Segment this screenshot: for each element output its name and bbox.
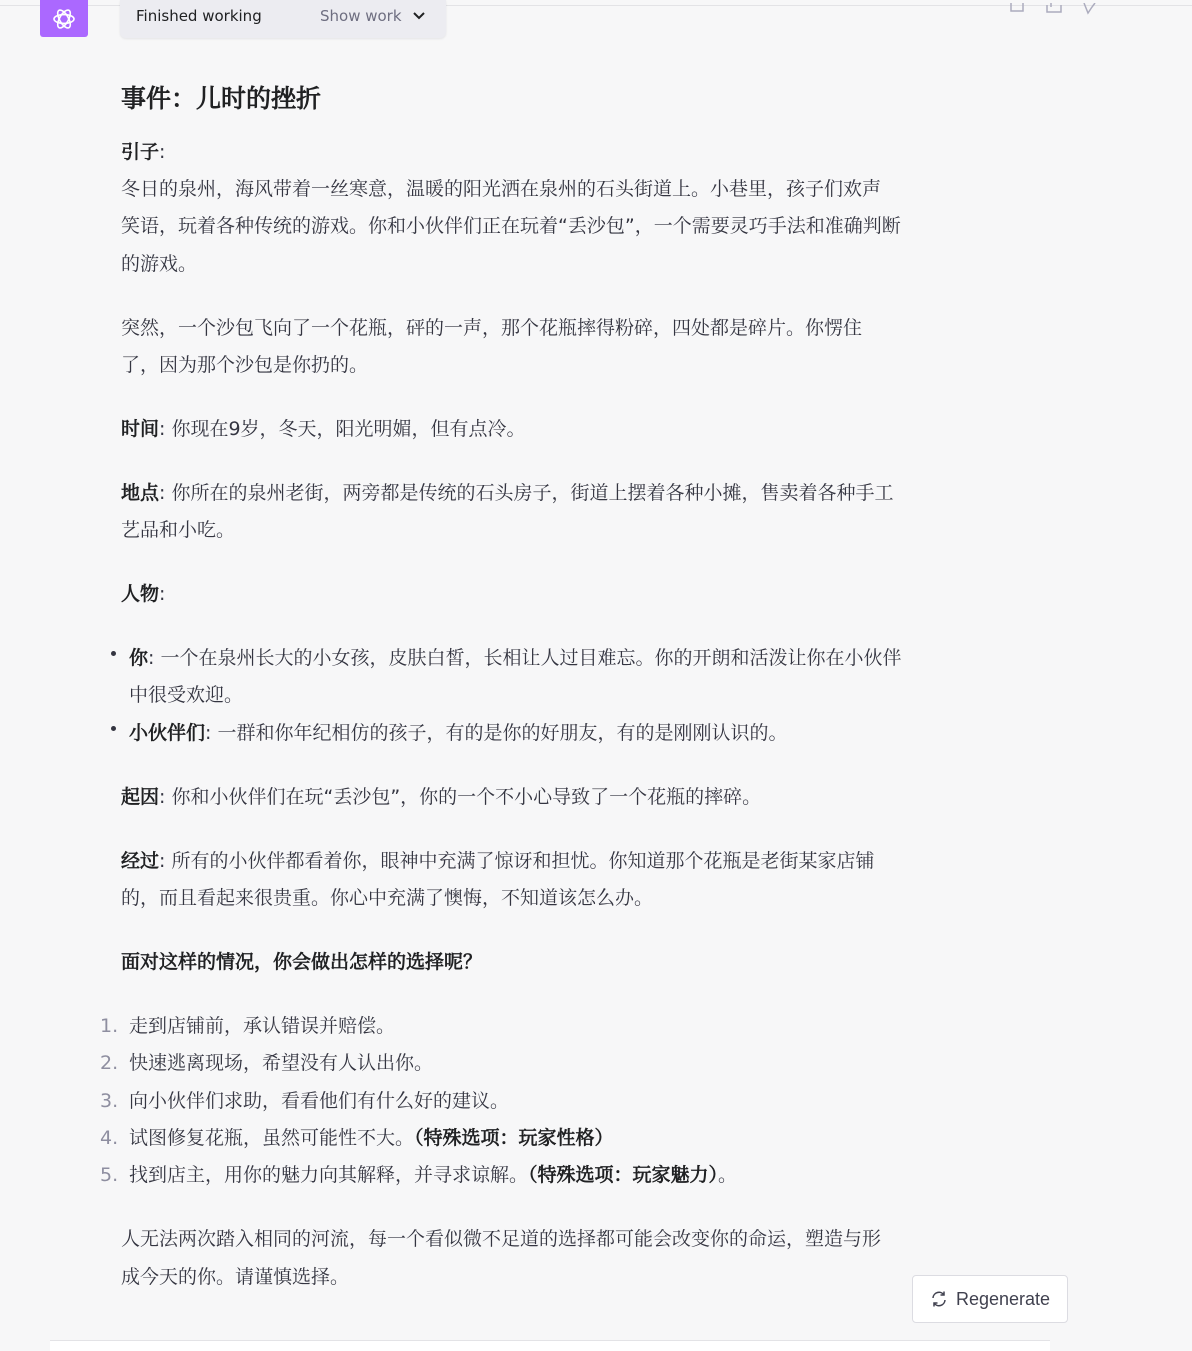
show-work-button[interactable] [320,7,426,25]
chevron-down-icon [412,11,426,21]
choice-item: 快速逃离现场，希望没有人认出你。 [129,1052,434,1074]
process-line: 的，而且看起来很贵重。你心中充满了懊悔，不知道该怎么办。 [121,887,654,909]
person-item: 你: 一个在泉州长大的小女孩，皮肤白皙，长相让人过目难忘。你的开朗和活泼让你在小伙伴 [129,647,902,669]
intro-line: 笑语，玩着各种传统的游戏。你和小伙伴们正在玩着“丢沙包”，一个需要灵巧手法和准确判断 [121,215,901,237]
incident-line: 了，因为那个沙包是你扔的。 [121,354,369,376]
choice-number: 5. [100,1164,119,1186]
composer-edge [50,1340,1050,1351]
choice-number: 3. [100,1090,119,1112]
choice-item: 找到店主，用你的魅力向其解释，并寻求谅解。（特殊选项：玩家魅力）。 [129,1164,738,1186]
people-heading: 人物: [121,583,166,605]
cause-paragraph: 起因: 你和小伙伴们在玩“丢沙包”，你的一个不小心导致了一个花瓶的摔碎。 [121,786,762,808]
process-paragraph: 经过: 所有的小伙伴都看着你，眼神中充满了惊讶和担忧。你知道那个花瓶是老街某家店铺 [121,850,875,872]
work-status-bar [120,0,446,38]
choice-number: 1. [100,1015,119,1037]
intro-line: 冬日的泉州，海风带着一丝寒意，温暖的阳光洒在泉州的石头街道上。小巷里，孩子们欢声 [121,178,882,200]
place-paragraph: 地点: 你所在的泉州老街，两旁都是传统的石头房子，街道上摆着各种小摊，售卖着各种手工 [121,482,894,504]
intro-line: 的游戏。 [121,253,198,275]
regenerate-label: Regenerate [955,1288,1051,1309]
choice-question: 面对这样的情况，你会做出怎样的选择呢？ [121,951,483,973]
show-work-label: Show work [320,7,402,25]
message-actions [1008,0,1100,12]
choice-item: 向小伙伴们求助，看看他们有什么好的建议。 [129,1090,510,1112]
thumbs-down-icon[interactable] [1080,0,1100,12]
choice-item: 走到店铺前，承认错误并赔偿。 [129,1015,396,1037]
closing-line: 人无法两次踏入相同的河流，每一个看似微不足道的选择都可能会改变你的命运，塑造与形 [121,1228,882,1250]
closing-line: 成今天的你。请谨慎选择。 [121,1266,350,1288]
incident-line: 突然，一个沙包飞向了一个花瓶，砰的一声，那个花瓶摔得粉碎，四处都是碎片。你愣住 [121,317,863,339]
bullet-dot [111,726,116,731]
regenerate-button[interactable] [912,1275,1068,1323]
openai-logo-icon [51,6,77,32]
person-item: 小伙伴们: 一群和你年纪相仿的孩子，有的是你的好朋友，有的是刚刚认识的。 [129,722,788,744]
bullet-dot [111,651,116,656]
choice-item: 试图修复花瓶，虽然可能性不大。（特殊选项：玩家性格） [129,1127,614,1149]
time-paragraph: 时间: 你现在9岁，冬天，阳光明媚，但有点冷。 [121,418,526,440]
status-text: Finished working [136,7,262,25]
choice-number: 4. [100,1127,119,1149]
intro-heading: 引子: [121,141,166,163]
thumbs-up-icon[interactable] [1044,0,1064,12]
place-line: 艺品和小吃。 [121,519,236,541]
person-item-line: 中很受欢迎。 [129,684,244,706]
refresh-icon [930,1290,948,1308]
assistant-avatar [40,0,88,37]
choice-number: 2. [100,1052,119,1074]
copy-icon[interactable] [1008,0,1028,12]
event-title: 事件：儿时的挫折 [121,84,322,113]
